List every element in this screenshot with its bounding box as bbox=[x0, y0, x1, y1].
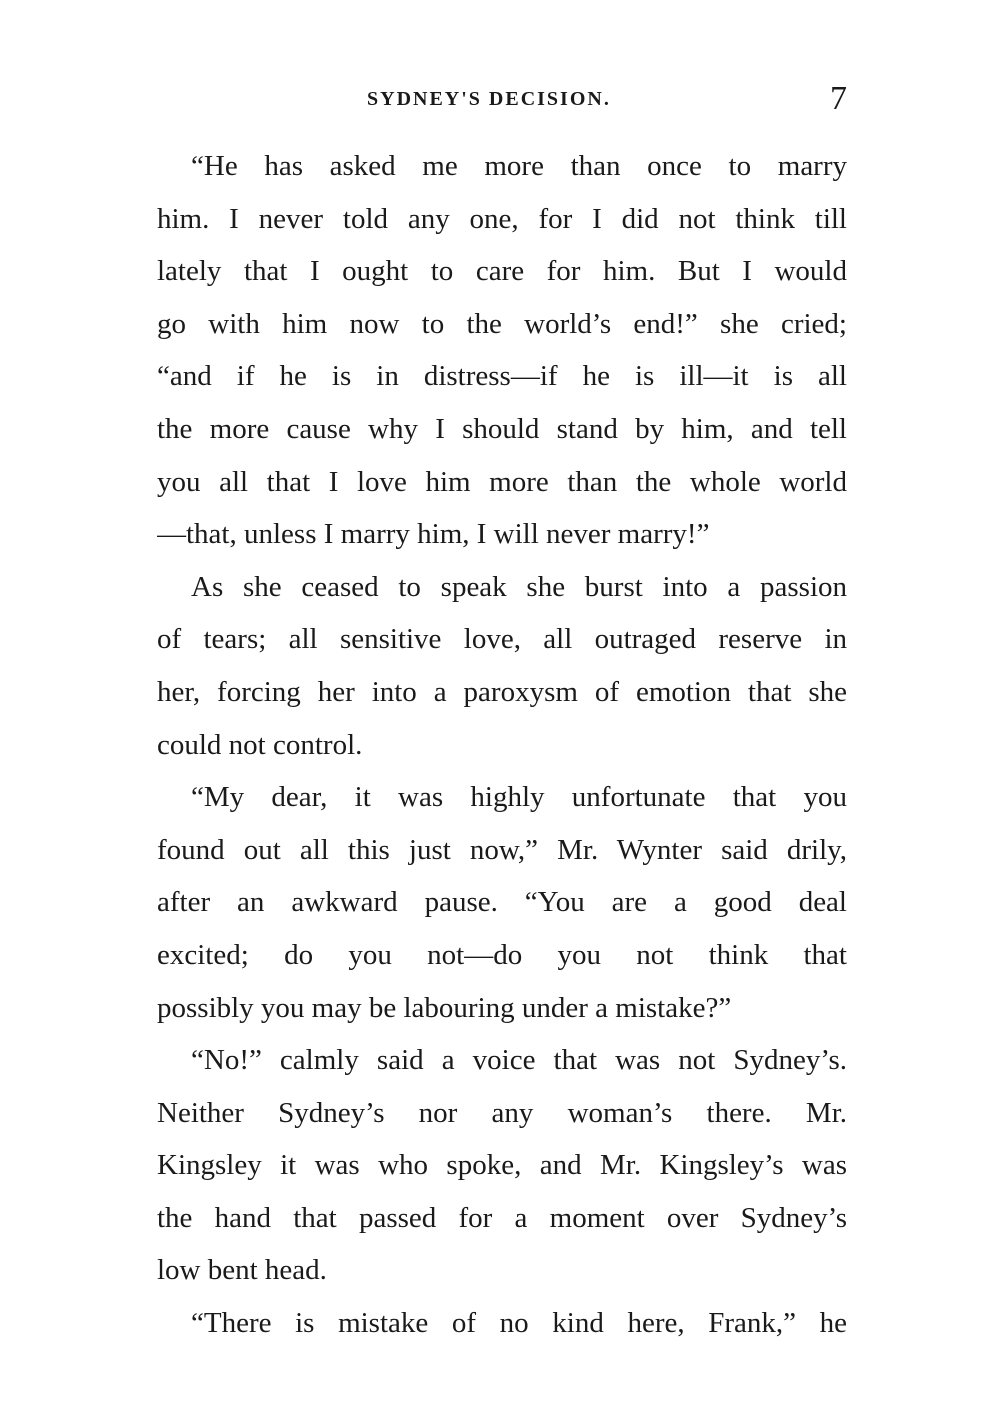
text-line: “There is mistake of no kind here, Frank,” he bbox=[191, 1307, 847, 1340]
text-line: after an awkward pause. “You are a good deal bbox=[157, 886, 847, 919]
text-line: lately that I ought to care for him. But I would bbox=[157, 255, 847, 288]
text-line: “No!” calmly said a voice that was not Sydney’s. bbox=[191, 1044, 847, 1077]
text-line: low bent head. bbox=[157, 1254, 327, 1287]
text-line: could not control. bbox=[157, 728, 363, 761]
text-line: “and if he is in distress—if he is ill—it is all bbox=[157, 360, 847, 393]
page-number: 7 bbox=[830, 80, 847, 117]
text-line: —that, unless I marry him, I will never marry!” bbox=[157, 518, 710, 551]
running-head bbox=[157, 82, 847, 118]
text-line: found out all this just now,” Mr. Wynter said drily, bbox=[157, 833, 847, 866]
text-line: go with him now to the world’s end!” she cried; bbox=[157, 307, 847, 340]
text-line: As she ceased to speak she burst into a passion bbox=[191, 570, 847, 603]
text-body bbox=[157, 140, 847, 1350]
text-line: the hand that passed for a moment over Sydney’s bbox=[157, 1201, 847, 1234]
text-line: of tears; all sensitive love, all outraged reserve in bbox=[157, 623, 847, 656]
text-line: Neither Sydney’s nor any woman’s there. Mr. bbox=[157, 1096, 847, 1129]
text-line: “He has asked me more than once to marry bbox=[191, 150, 847, 182]
text-line: “My dear, it was highly unfortunate that you bbox=[191, 781, 847, 814]
text-line: the more cause why I should stand by him, and tell bbox=[157, 412, 847, 445]
text-line: Kingsley it was who spoke, and Mr. Kingsley’s was bbox=[157, 1149, 847, 1182]
running-title: SYDNEY'S DECISION. bbox=[367, 88, 611, 110]
text-line: possibly you may be labouring under a mistake?” bbox=[157, 991, 732, 1024]
text-line: you all that I love him more than the whole world bbox=[157, 465, 847, 498]
text-line: her, forcing her into a paroxysm of emotion that she bbox=[157, 675, 847, 708]
text-line: him. I never told any one, for I did not think till bbox=[157, 202, 847, 235]
text-line: excited; do you not—do you not think that bbox=[157, 938, 847, 971]
